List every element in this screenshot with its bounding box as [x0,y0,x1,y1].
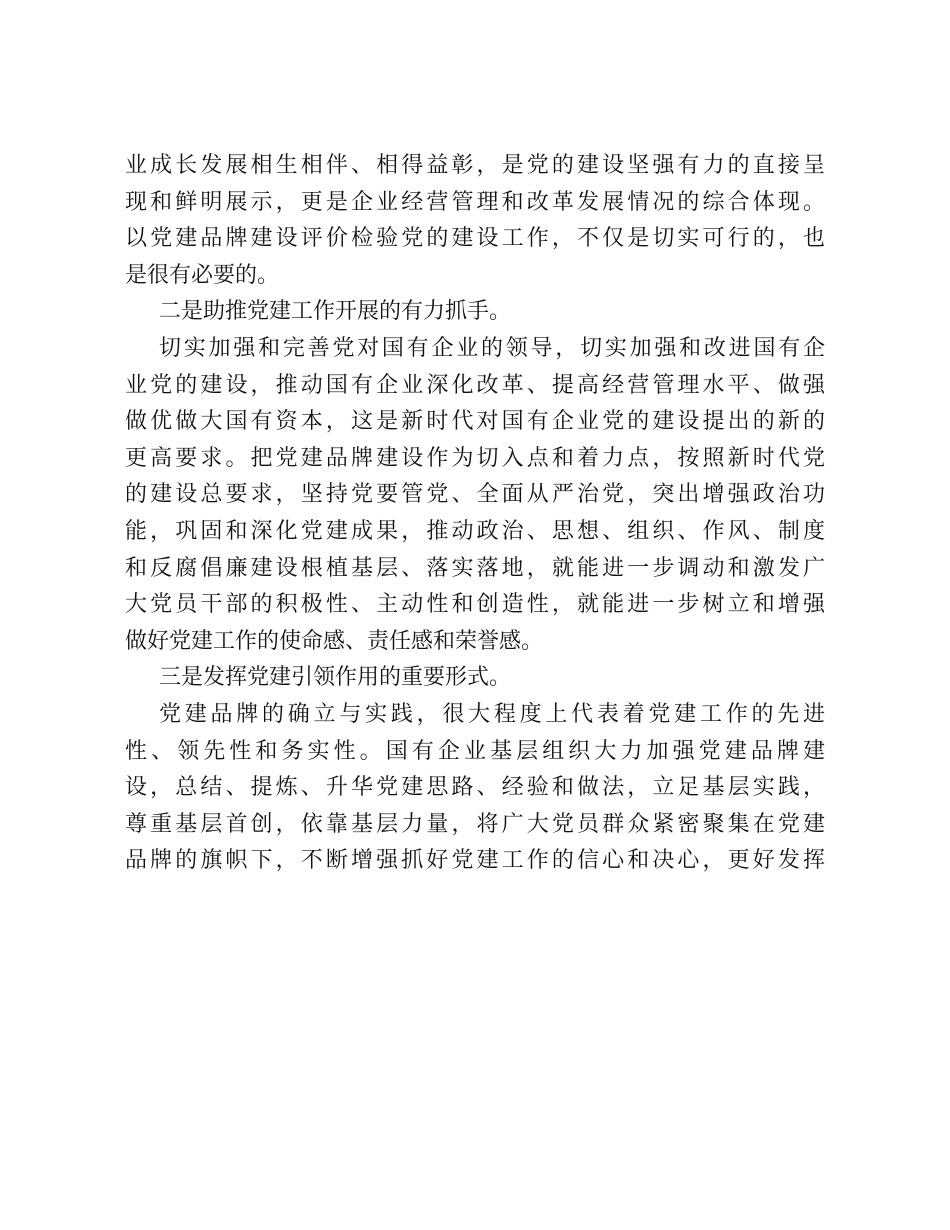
text-line: 业成长发展相生相伴、相得益彰，是党的建设坚强有力的直接呈 [125,153,825,178]
text-line: 性、领先性和务实性。国有企业基层组织大力加强党建品牌建 [125,738,825,764]
text-line: 做优做大国有资本，这是新时代对国有企业党的建设提出的新的 [125,409,825,435]
text-line: 更高要求。把党建品牌建设作为切入点和着力点，按照新时代党 [125,445,825,471]
text-line: 现和鲜明展示，更是企业经营管理和改革发展情况的综合体现。 [125,189,825,215]
text-line: 能，巩固和深化党建成果，推动政治、思想、组织、作风、制度 [125,518,825,544]
text-line: 以党建品牌建设评价检验党的建设工作，不仅是切实可行的，也 [125,226,825,252]
text-line: 切实加强和完善党对国有企业的领导，切实加强和改进国有企 [159,335,825,361]
text-line: 党建品牌的确立与实践，很大程度上代表着党建工作的先进 [159,701,825,727]
text-line: 是很有必要的。 [125,262,280,288]
text-line: 三是发挥党建引领作用的重要形式。 [159,665,512,691]
text-line: 大党员干部的积极性、主动性和创造性，就能进一步树立和增强 [125,592,825,618]
text-line: 做好党建工作的使命感、责任感和荣誉感。 [125,628,544,654]
text-line: 业党的建设，推动国有企业深化改革、提高经营管理水平、做强 [125,372,825,398]
text-line: 尊重基层首创，依靠基层力量，将广大党员群众紧密聚集在党建 [125,811,825,837]
text-line: 设，总结、提炼、升华党建思路、经验和做法，立足基层实践， [125,775,825,801]
text-line: 和反腐倡廉建设根植基层、落实落地，就能进一步调动和激发广 [125,555,825,581]
text-line: 二是助推党建工作开展的有力抓手。 [159,299,512,325]
text-line: 品牌的旗帜下，不断增强抓好党建工作的信心和决心，更好发挥 [125,848,825,874]
text-line: 的建设总要求，坚持党要管党、全面从严治党，突出增强政治功 [125,482,825,508]
body-text [125,148,825,880]
